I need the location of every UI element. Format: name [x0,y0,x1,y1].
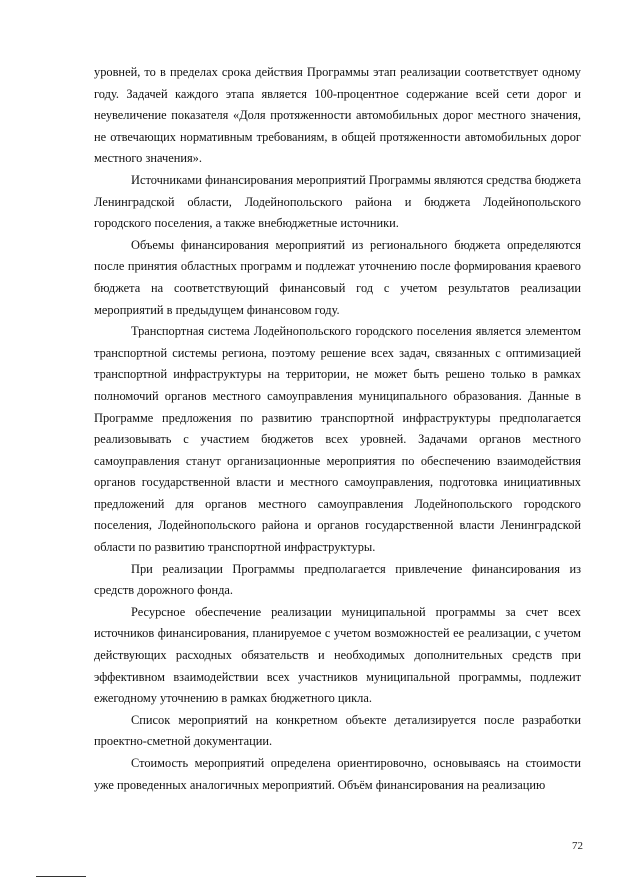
page-number: 72 [572,840,583,852]
footnote-divider [36,876,86,877]
paragraph-resource-provision: Ресурсное обеспечение реализации муниципальной программы за счет всех источников финансирования, планируемое с учетом возможностей ее реализации, с учетом действующих расходных обязательств и необходимых дополнительных средств при эффективном взаимодействии всех участников муниципальной программы, подлежит ежегодному уточнению в рамках бюджетного цикла. [94,604,581,706]
paragraph-regional-funding: Объемы финансирования мероприятий из регионального бюджета определяются после принятия областных программ и подлежат уточнению после формирования краевого бюджета на соответствующий финансовый год с учетом результатов реализации мероприятий в предыдущем финансовом году. [94,237,581,317]
paragraph-funding-sources: Источниками финансирования мероприятий Программы являются средства бюджета Ленинградской области, Лодейнопольского района и бюджета Лодейнопольского городского поселения, а также внебюджетные источники. [94,172,581,231]
paragraph-continuation: уровней, то в пределах срока действия Программы этап реализации соответствует одному году. Задачей каждого этапа является 100-процентное содержание всей сети дорог и неувеличение показателя «Доля протяженности автомобильных дорог местного значения, не отвечающих нормативным требованиям, в общей протяженности автомобильных дорог местного значения». [94,65,581,166]
document-body [94,62,581,796]
paragraph-measures-list: Список мероприятий на конкретном объекте детализируется после разработки проектно-сметной документации. [94,712,581,749]
paragraph-road-fund: При реализации Программы предполагается привлечение финансирования из средств дорожного фонда. [94,561,581,598]
paragraph-cost-estimate: Стоимость мероприятий определена ориентировочно, основываясь на стоимости уже проведенных аналогичных мероприятий. Объём финансирования на реализацию [94,756,581,792]
paragraph-transport-system: Транспортная система Лодейнопольского городского поселения является элементом транспортной системы региона, поэтому решение всех задач, связанных с оптимизацией транспортной инфраструктуры на территории, не может быть решено только в рамках полномочий органов местного самоуправления муниципального образования. Данные в Программе предложения по развитию транспортной инфраструктуры предполагается реализовывать с участием бюджетов всех уровней. Задачами органов местного самоуправления станут организационные мероприятия по обеспечению взаимодействия органов государственной власти и местного самоуправления, подготовка инициативных предложений для органов местного самоуправления Лодейнопольского городского поселения, Лодейнопольского района и органов государственной власти Ленинградской области по развитию транспортной инфраструктуры. [94,324,581,555]
